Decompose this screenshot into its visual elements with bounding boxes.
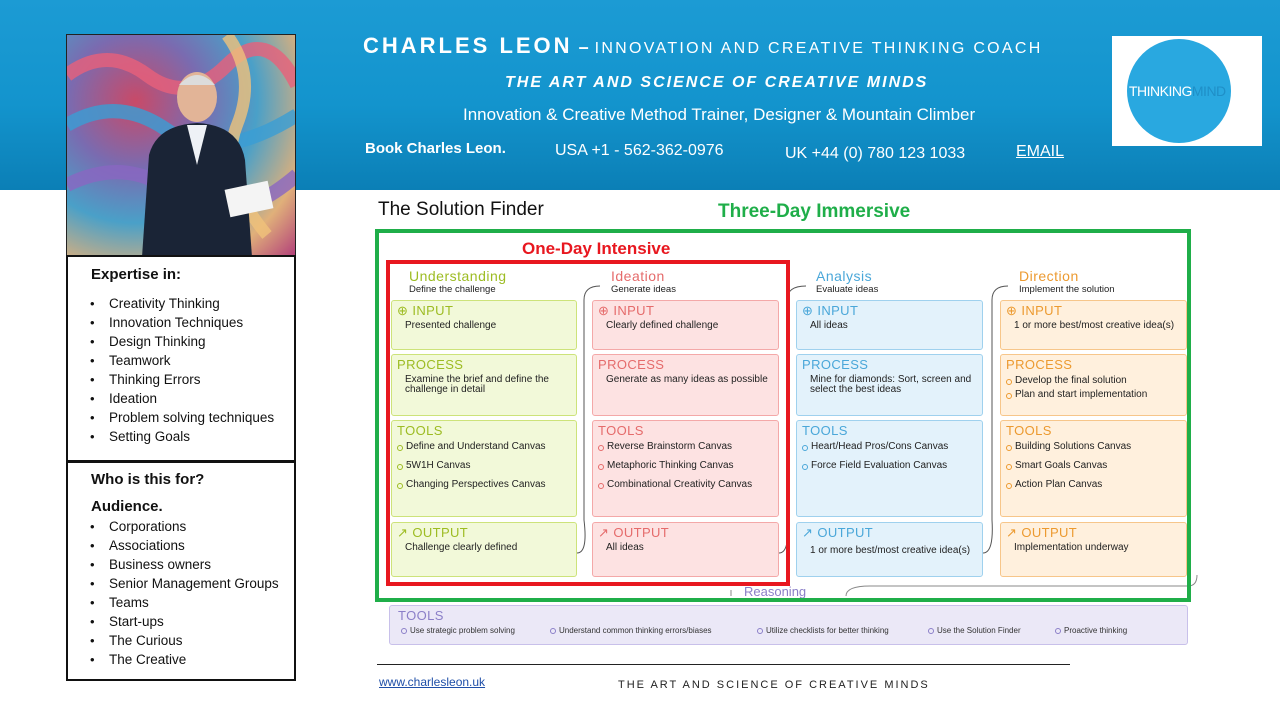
card-tools [391,420,577,517]
one-day-label: One-Day Intensive [522,239,671,258]
three-day-label: Three-Day Immersive [718,201,911,222]
card-process [1000,354,1187,416]
tool-item: Metaphoric Thinking Canvas [599,461,774,471]
card-process [592,354,779,416]
audience-item: • The Creative [90,650,294,669]
tool-item: Reverse Brainstorm Canvas [599,442,774,452]
card-heading: PROCESS [802,357,869,372]
stage-title: Ideation [611,268,665,284]
expertise-item: • Creativity Thinking [90,294,294,313]
card-tools [592,420,779,517]
card-body: Examine the brief and define the challenge in detail [405,374,549,395]
process-item: Plan and start implementation [1007,390,1182,400]
tool-list [599,442,774,499]
footer-divider [377,664,1070,665]
card-heading: ↗ OUTPUT [802,525,874,540]
tool-item: Force Field Evaluation Canvas [803,461,978,471]
audience-question: Who is this for? [91,471,205,488]
phone-usa: USA +1 - 562-362-0976 [555,142,724,159]
tool-list [803,442,978,480]
website-link[interactable]: www.charlesleon.uk [379,675,486,689]
card-body: 1 or more best/most creative idea(s) [810,545,971,556]
tool-item: Changing Perspectives Canvas [398,480,572,490]
stage-title: Direction [1019,268,1079,284]
card-body: All ideas [810,320,848,331]
card-heading: ⊕ INPUT [598,303,655,318]
card-body: Generate as many ideas as possible [606,374,768,385]
stage-direction [1019,269,1115,296]
tools-bar-item: Use the Solution Finder [928,626,1021,635]
tool-item: Action Plan Canvas [1007,480,1182,490]
card-heading: PROCESS [598,357,665,372]
card-tools [796,420,983,517]
email-link[interactable]: EMAIL [1016,143,1065,160]
header-subtitle: Innovation & Creative Method Trainer, Designer & Mountain Climber [463,105,976,124]
process-list [1007,376,1182,409]
card-body: 1 or more best/most creative idea(s) [1014,320,1175,331]
stage-subtitle: Implement the solution [1019,284,1115,295]
tool-item: Combinational Creativity Canvas [599,480,774,490]
card-heading: ↗ OUTPUT [598,525,670,540]
process-item: Develop the final solution [1007,376,1182,386]
tools-bar-title: TOOLS [398,608,444,623]
solution-finder-title: The Solution Finder [378,199,544,220]
thinking-mind-logo [1112,36,1262,146]
phone-uk: UK +44 (0) 780 123 1033 [785,145,966,162]
expertise-item: • Innovation Techniques [90,313,294,332]
card-body: Clearly defined challenge [606,320,719,331]
card-input [1000,300,1187,350]
reasoning-bracket [846,575,1197,596]
title-dash: – [578,37,589,57]
stage-ideation [611,269,676,296]
tool-item: Smart Goals Canvas [1007,461,1182,471]
expertise-item: • Ideation [90,389,294,408]
coach-name: CHARLES LEON [363,33,573,58]
card-heading: ↗ OUTPUT [397,525,469,540]
stage-subtitle: Define the challenge [409,284,496,295]
expertise-panel [66,255,296,462]
card-body: Presented challenge [405,320,497,331]
card-body: Implementation underway [1014,542,1129,553]
expertise-title: Expertise in: [91,266,182,283]
stage-understanding [409,269,507,296]
logo-text [1129,83,1226,99]
logo-part-thinking: THINKING [1129,83,1192,99]
card-heading: TOOLS [598,423,644,438]
card-heading: ↗ OUTPUT [1006,525,1078,540]
reasoning-label: Reasoning [744,584,807,599]
audience-title: Audience. [91,498,163,515]
coach-role: INNOVATION AND CREATIVE THINKING COACH [594,40,1043,57]
audience-panel [66,461,296,681]
card-heading: PROCESS [397,357,464,372]
card-heading: PROCESS [1006,357,1073,372]
card-process [796,354,983,416]
tool-item: Building Solutions Canvas [1007,442,1182,452]
audience-item: • Corporations [90,517,294,536]
card-heading: TOOLS [397,423,443,438]
card-process [391,354,577,416]
tools-bar-item: Utilize checklists for better thinking [757,626,889,635]
book-label: Book Charles Leon. [365,140,506,157]
tool-item: Heart/Head Pros/Cons Canvas [803,442,978,452]
card-heading: ⊕ INPUT [802,303,859,318]
card-body: All ideas [606,542,644,553]
tools-bar-item: Use strategic problem solving [401,626,515,635]
card-body: Mine for diamonds: Sort, screen and select the best ideas [810,374,972,395]
card-heading: TOOLS [802,423,848,438]
expertise-item: • Teamwork [90,351,294,370]
tools-bar-item: Proactive thinking [1055,626,1127,635]
stage-analysis [816,269,878,296]
expertise-item: • Thinking Errors [90,370,294,389]
stage-subtitle: Evaluate ideas [816,284,879,295]
audience-item: • Teams [90,593,294,612]
card-output [592,522,779,577]
tool-item: 5W1H Canvas [398,461,572,471]
card-tools [1000,420,1187,517]
card-output [1000,522,1187,577]
card-heading: ⊕ INPUT [397,303,454,318]
audience-item: • The Curious [90,631,294,650]
speaker-photo [66,34,296,256]
card-input [391,300,577,350]
footer-tagline: THE ART AND SCIENCE OF CREATIVE MINDS [618,679,930,691]
card-output [391,522,577,577]
expertise-item: • Design Thinking [90,332,294,351]
header-tagline: THE ART AND SCIENCE OF CREATIVE MINDS [505,74,929,91]
card-heading: TOOLS [1006,423,1052,438]
card-body: Challenge clearly defined [405,542,518,553]
card-input [592,300,779,350]
audience-item: • Associations [90,536,294,555]
tool-list [1007,442,1182,499]
stage-title: Analysis [816,268,873,284]
audience-list [90,517,294,669]
expertise-item: • Setting Goals [90,427,294,446]
card-input [796,300,983,350]
tool-list [398,442,572,499]
logo-part-mind: MIND [1191,83,1226,99]
header-title [363,33,1043,59]
card-output [796,522,983,577]
expertise-list [90,294,294,446]
tool-item: Define and Understand Canvas [398,442,572,452]
card-heading: ⊕ INPUT [1006,303,1063,318]
tools-bar [389,605,1188,645]
tools-bar-item: Understand common thinking errors/biases [550,626,712,635]
speaker-photo-illustration [67,35,296,256]
audience-item: • Senior Management Groups [90,574,294,593]
expertise-item: • Problem solving techniques [90,408,294,427]
stage-title: Understanding [409,268,507,284]
audience-item: • Start-ups [90,612,294,631]
audience-item: • Business owners [90,555,294,574]
stage-subtitle: Generate ideas [611,284,676,295]
